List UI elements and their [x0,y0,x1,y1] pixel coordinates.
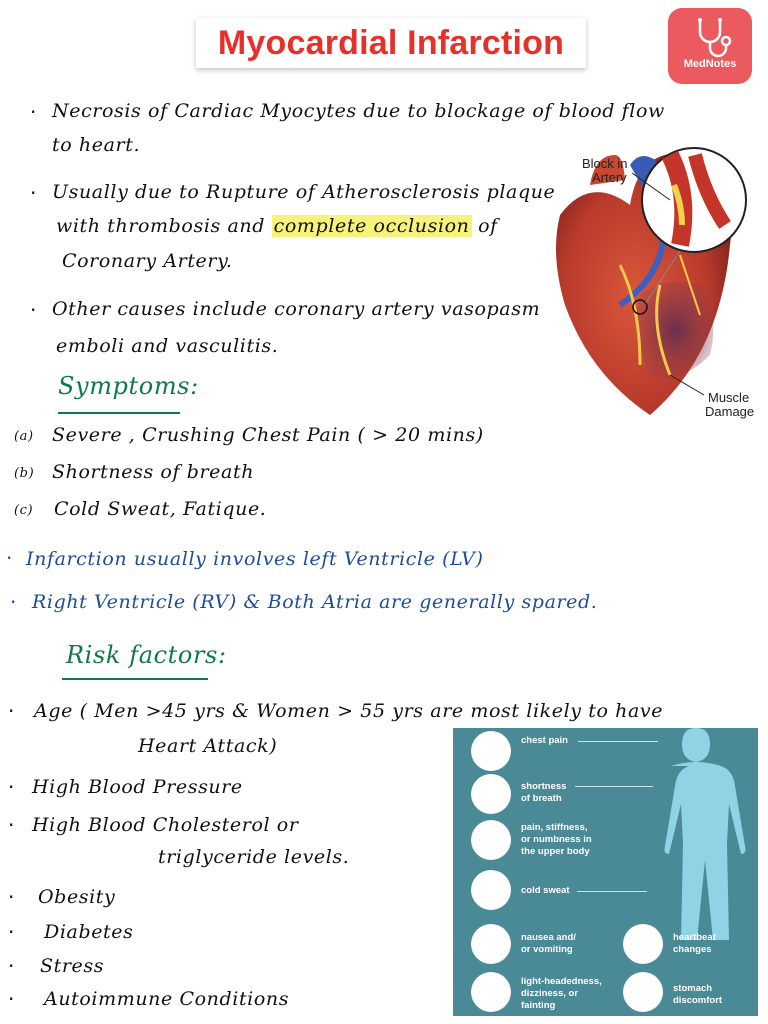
label-line: or numbness in [521,834,592,845]
connector-line [578,741,658,742]
definition-fragment: with thrombosis and [56,215,266,237]
bullet-dot: · [8,885,15,909]
cough-icon [471,774,511,814]
heading-underline [58,412,180,414]
bullet-dot: · [8,920,15,944]
mednotes-logo [668,8,752,84]
label-line: stomach [673,983,713,994]
label-line: heartbeat [673,932,716,943]
bullet-dot: · [8,775,15,799]
list-marker: (b) [14,466,35,481]
bullet-dot: · [6,546,13,570]
symptom-label [521,781,566,805]
label-line: the upper body [521,846,590,857]
symptoms-heading: Symptoms: [58,372,199,400]
definition-line: Coronary Artery. [62,250,233,272]
bullet-dot: · [30,181,37,205]
connector-line [575,786,653,787]
note-line: Right Ventricle (RV) & Both Atria are generally spared. [32,591,598,613]
bullet-dot: · [8,954,15,978]
risk-item: Autoimmune Conditions [44,988,290,1010]
stomach-icon [623,972,663,1012]
sweat-icon [471,870,511,910]
symptom-label: chest pain [521,735,568,746]
heading-underline [62,678,208,680]
block-in-artery-label [582,157,628,185]
symptom-label [521,976,602,1012]
label-line: of breath [521,793,562,804]
label-text: Damage [705,404,755,419]
symptom-label: cold sweat [521,885,570,896]
definition-line: Usually due to Rupture of Atherosclerosis plaque [52,181,556,203]
risk-item: Obesity [38,886,116,908]
risk-item: Heart Attack) [138,735,278,757]
dizziness-icon [471,972,511,1012]
definition-line: to heart. [52,134,141,156]
label-line: discomfort [673,995,723,1006]
symptom-item: Shortness of breath [52,461,255,483]
bullet-dot: · [10,590,17,614]
symptom-infographic [453,728,758,1016]
note-line: Infarction usually involves left Ventricle (LV) [26,548,484,570]
logo-label: MedNotes [683,58,737,70]
risk-item: Stress [40,955,105,977]
label-text: Artery [592,170,627,185]
list-marker: (c) [14,503,34,518]
pain-icon [471,820,511,860]
symptom-label [673,932,716,956]
label-line: pain, stiffness, [521,822,588,833]
bullet-dot: · [8,813,15,837]
muscle-damage-label [705,390,755,419]
risk-item: High Blood Cholesterol or [32,814,299,836]
symptom-item: Severe , Crushing Chest Pain ( > 20 mins) [52,424,484,446]
heartbeat-icon [623,924,663,964]
risk-item: Age ( Men >45 yrs & Women > 55 yrs are most likely to have [34,700,664,722]
definition-line: Other causes include coronary artery vasopasm [52,298,541,320]
page-title: Myocardial Infarction [217,23,565,62]
symptom-label [521,822,592,858]
label-text: Block in [582,156,628,171]
label-line: shortness [521,781,567,792]
risk-item: Diabetes [44,921,134,943]
stethoscope-icon [668,12,752,62]
bullet-dot: · [30,100,37,124]
definition-fragment: of [478,215,498,237]
human-body-figure [641,728,751,948]
definition-line: Necrosis of Cardiac Myocytes due to blockage of blood flow [52,100,665,122]
connector-line [577,891,647,892]
label-text: Muscle [708,390,750,405]
label-line: dizziness, or [521,988,579,999]
title-banner [196,18,586,68]
symptom-item: Cold Sweat, Fatique. [54,498,267,520]
chest-pain-icon [471,731,511,771]
bullet-dot: · [8,987,15,1011]
list-marker: (a) [14,429,34,444]
bullet-dot: · [30,298,37,322]
label-line: nausea and/ [521,932,576,943]
label-line: light-headedness, [521,976,602,987]
symptom-label [521,932,576,956]
highlighted-phrase: complete occlusion [273,215,470,237]
nausea-icon [471,924,511,964]
bullet-dot: · [8,699,15,723]
label-line: or vomiting [521,944,573,955]
definition-line [56,215,498,237]
risk-heading: Risk factors: [66,641,227,669]
definition-line: emboli and vasculitis. [56,335,279,357]
risk-item: High Blood Pressure [32,776,243,798]
risk-item: triglyceride levels. [158,846,350,868]
label-line: changes [673,944,712,955]
heart-illustration [520,145,768,425]
symptom-label [673,983,722,1007]
label-line: fainting [521,1000,556,1011]
